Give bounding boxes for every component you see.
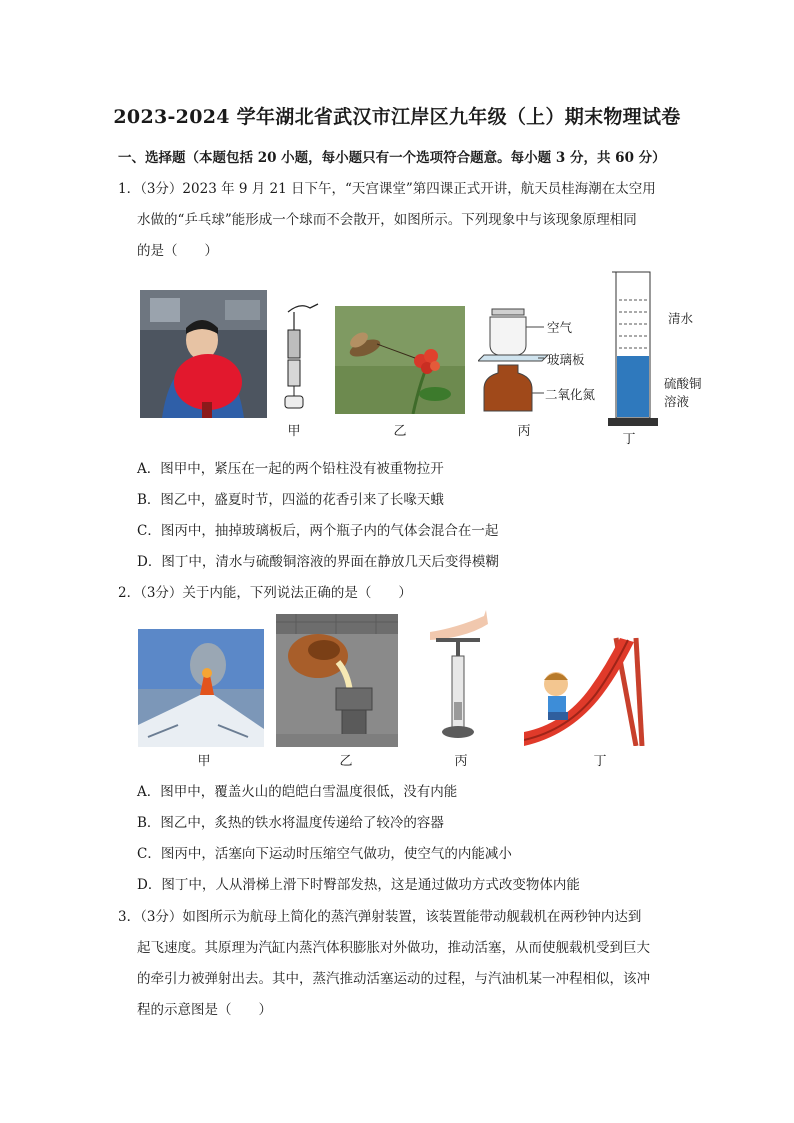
q3-line-2: 起飞速度。其原理为汽缸内蒸汽体积膨胀对外做功，推动活塞，从而使舰载机受到巨大 — [137, 940, 650, 956]
label-cuso4-1: 硫酸铜 — [664, 376, 702, 391]
q1-line-2: 水做的“乒乓球”能形成一个球而不会散开，如图所示。下列现象中与该现象原理相同 — [137, 212, 637, 228]
q1-figure-astronaut — [140, 290, 267, 418]
q2-caption-jia: 甲 — [197, 754, 211, 769]
q3-line-4: 程的示意图是（ ） — [137, 1002, 272, 1018]
q1-figure-cylinder — [606, 270, 660, 430]
label-cuso4-2: 溶液 — [664, 394, 690, 409]
q1-option-b: B．图乙中，盛夏时节，四溢的花香引来了长喙天蛾 — [137, 492, 444, 508]
q2-figure-molten-iron — [276, 614, 398, 747]
q2-caption-bing: 丙 — [454, 754, 468, 769]
label-clear-water: 清水 — [668, 311, 694, 326]
q3-line-1: 3．（3分）如图所示为航母上简化的蒸汽弹射装置，该装置能带动舰载机在两秒钟内达到 — [118, 909, 642, 925]
q1-line-1: 1．（3分）2023 年 9 月 21 日下午，“天宫课堂”第四课正式开讲，航天员桂海潮在太空用 — [118, 181, 656, 197]
q1-option-d: D．图丁中，清水与硫酸铜溶液的界面在静放几天后变得模糊 — [137, 554, 499, 570]
q1-line-3: 的是（ ） — [137, 243, 218, 259]
q1-option-a: A．图甲中，紧压在一起的两个铅柱没有被重物拉开 — [137, 461, 444, 477]
q2-caption-yi: 乙 — [339, 754, 353, 769]
q1-caption-ding: 丁 — [622, 432, 636, 447]
q2-option-c: C．图丙中，活塞向下运动时压缩空气做功，使空气的内能减小 — [137, 846, 512, 862]
q1-caption-yi: 乙 — [393, 424, 407, 439]
label-no2: 二氧化氮 — [545, 387, 596, 402]
q2-caption-ding: 丁 — [593, 754, 607, 769]
q1-caption-jia: 甲 — [287, 424, 301, 439]
q1-caption-bing: 丙 — [517, 424, 531, 439]
q1-figure-moth-flower — [335, 306, 465, 414]
q3-line-3: 的牵引力被弹射出去。其中，蒸汽推动活塞运动的过程，与汽油机某一冲程相似，该冲 — [137, 971, 650, 987]
section-heading: 一、选择题（本题包括 20 小题，每小题只有一个选项符合题意。每小题 3 分，共 60 分） — [118, 150, 666, 166]
q2-figure-piston-tube — [426, 610, 490, 744]
q2-figure-volcano — [138, 629, 264, 747]
q1-option-c: C．图丙中，抽掉玻璃板后，两个瓶子内的气体会混合在一起 — [137, 523, 499, 539]
q2-option-a: A．图甲中，覆盖火山的皑皑白雪温度很低，没有内能 — [137, 784, 458, 800]
exam-title: 2023-2024 学年湖北省武汉市江岸区九年级（上）期末物理试卷 — [113, 106, 681, 128]
q2-option-d: D．图丁中，人从滑梯上滑下时臀部发热，这是通过做功方式改变物体内能 — [137, 877, 580, 893]
q1-figure-lead-cylinders — [280, 300, 322, 415]
label-glass-plate: 玻璃板 — [547, 352, 585, 367]
label-air: 空气 — [547, 320, 573, 335]
q2-figure-slide — [524, 628, 646, 746]
q2-line-1: 2．（3分）关于内能，下列说法正确的是（ ） — [118, 585, 412, 601]
q2-option-b: B．图乙中，炙热的铁水将温度传递给了较冷的容器 — [137, 815, 444, 831]
